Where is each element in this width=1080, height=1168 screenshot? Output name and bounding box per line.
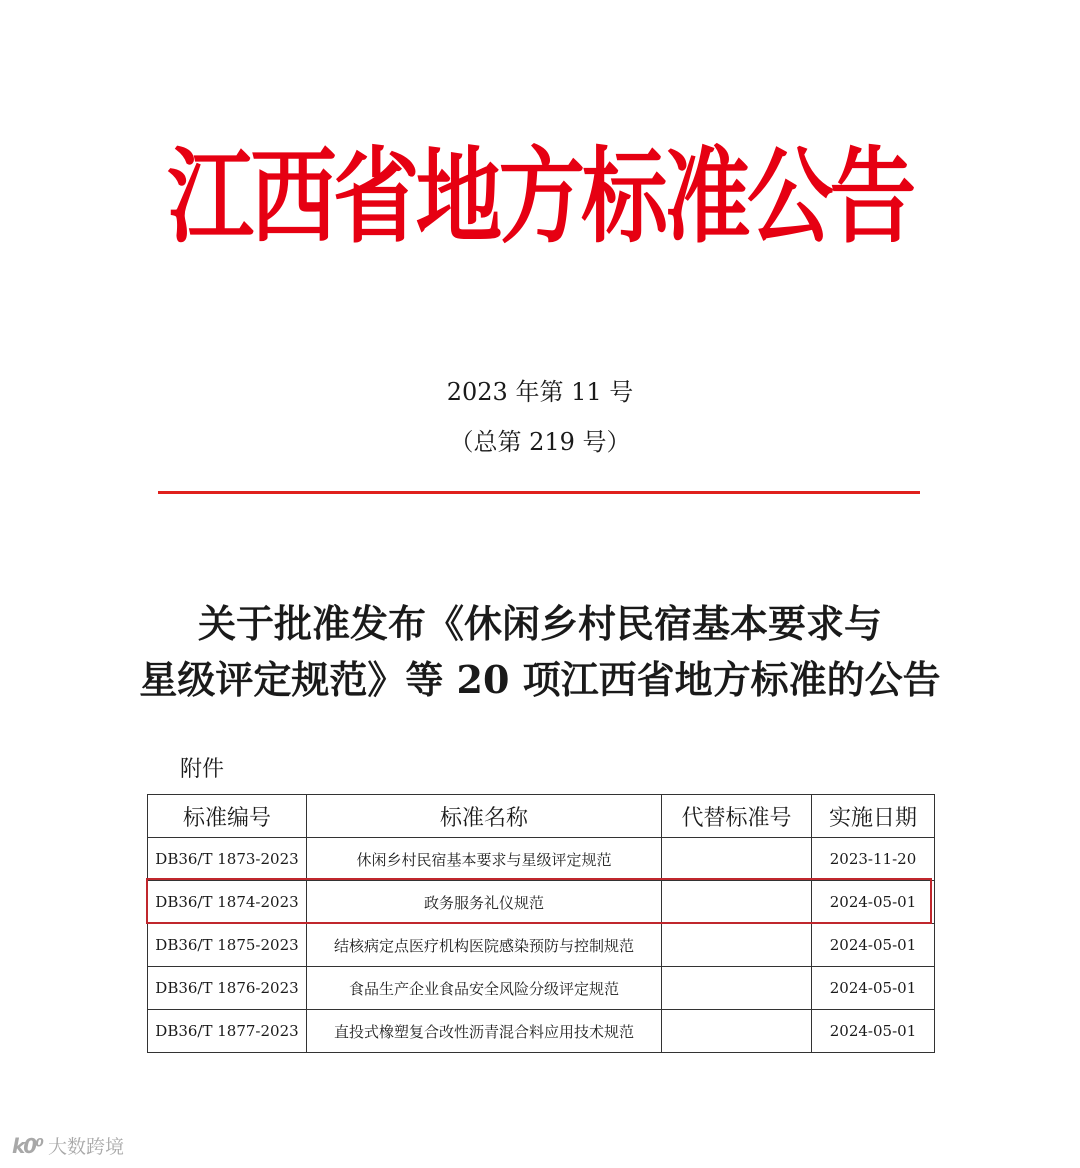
cell-date: 2023-11-20 — [812, 838, 935, 881]
cell-date: 2024-05-01 — [812, 967, 935, 1010]
cell-name: 结核病定点医疗机构医院感染预防与控制规范 — [307, 924, 662, 967]
header-standard-name: 标准名称 — [307, 795, 662, 838]
announcement-title — [0, 596, 1080, 708]
cell-code: DB36/T 1874-2023 — [148, 881, 307, 924]
cell-replaces — [662, 881, 812, 924]
cell-code: DB36/T 1873-2023 — [148, 838, 307, 881]
issue-total-number: （总第 219 号） — [449, 428, 631, 456]
announcement-title-line-1: 关于批准发布《休闲乡村民宿基本要求与 — [197, 601, 882, 646]
header-replaced-standard: 代替标准号 — [662, 795, 812, 838]
cell-code: DB36/T 1876-2023 — [148, 967, 307, 1010]
cell-replaces — [662, 1010, 812, 1053]
cell-replaces — [662, 967, 812, 1010]
red-divider — [158, 491, 920, 494]
cell-date: 2024-05-01 — [812, 1010, 935, 1053]
cell-date: 2024-05-01 — [812, 881, 935, 924]
table-row — [148, 924, 935, 967]
cell-date: 2024-05-01 — [812, 924, 935, 967]
cell-name: 食品生产企业食品安全风险分级评定规范 — [307, 967, 662, 1010]
standards-table — [147, 794, 935, 1053]
cell-replaces — [662, 838, 812, 881]
header-standard-code: 标准编号 — [148, 795, 307, 838]
cell-name: 直投式橡塑复合改性沥青混合料应用技术规范 — [307, 1010, 662, 1053]
watermark-text: 大数跨境 — [47, 1136, 124, 1158]
table-row — [148, 1010, 935, 1053]
table-row — [148, 838, 935, 881]
watermark — [12, 1132, 124, 1159]
masthead-title: 江西省地方标准公告 — [167, 136, 913, 258]
cell-code: DB36/T 1877-2023 — [148, 1010, 307, 1053]
watermark-logo-icon: k0⁰ — [12, 1133, 42, 1158]
issue-number: 2023 年第 11 号 — [446, 378, 634, 406]
cell-name: 休闲乡村民宿基本要求与星级评定规范 — [307, 838, 662, 881]
cell-name: 政务服务礼仪规范 — [307, 881, 662, 924]
table-header-row — [148, 795, 935, 838]
table-row — [148, 881, 935, 924]
cell-code: DB36/T 1875-2023 — [148, 924, 307, 967]
attachment-label: 附件 — [180, 757, 225, 782]
announcement-title-line-2: 星级评定规范》等 20 项江西省地方标准的公告 — [139, 657, 941, 702]
cell-replaces — [662, 924, 812, 967]
table-row — [148, 967, 935, 1010]
header-effective-date: 实施日期 — [812, 795, 935, 838]
